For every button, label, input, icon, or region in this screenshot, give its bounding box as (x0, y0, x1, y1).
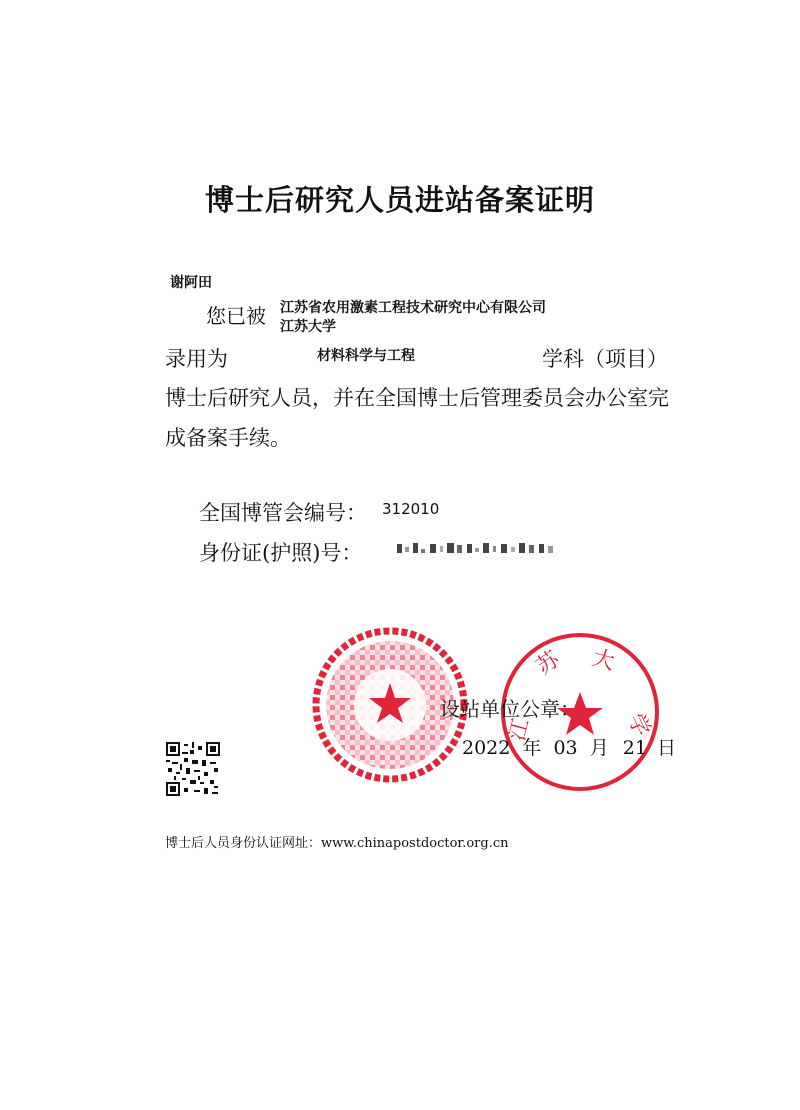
hired-as-label: 录用为 (165, 347, 228, 371)
redacted-id-number (395, 540, 560, 558)
svg-text:江: 江 (504, 715, 535, 744)
date-month-unit: 月 (589, 737, 609, 759)
document-title: 博士后研究人员进站备案证明 (204, 183, 595, 217)
date-year-unit: 年 (522, 737, 542, 759)
svg-text:大: 大 (589, 645, 618, 676)
qr-code (166, 742, 220, 796)
registry-label: 全国博管会编号： (199, 501, 367, 525)
institution-2: 江苏大学 (280, 319, 336, 335)
body-line-2: 成备案手续。 (165, 426, 291, 450)
date-day: 21 (622, 737, 647, 759)
svg-text:苏: 苏 (532, 646, 565, 680)
footer-verification-url: 博士后人员身份认证网址：www.chinapostdoctor.org.cn (165, 836, 509, 851)
date-day-unit: 日 (657, 737, 677, 759)
id-label: 身份证(护照)号： (199, 541, 363, 565)
discipline-suffix: 学科（项目） (542, 347, 668, 371)
date-month: 03 (553, 737, 578, 759)
registry-number: 312010 (382, 500, 440, 518)
intro-label: 您已被 (206, 304, 266, 328)
svg-text:学: 学 (622, 709, 655, 741)
recipient-name: 谢阿田 (170, 275, 212, 291)
discipline-value: 材料科学与工程 (317, 348, 415, 364)
body-line-1: 博士后研究人员，并在全国博士后管理委员会办公室完 (165, 386, 669, 410)
issue-date (462, 733, 676, 760)
institution-1: 江苏省农用激素工程技术研究中心有限公司 (280, 300, 546, 316)
stamp-label: 设站单位公章： (440, 697, 580, 721)
date-year: 2022 (462, 737, 511, 759)
